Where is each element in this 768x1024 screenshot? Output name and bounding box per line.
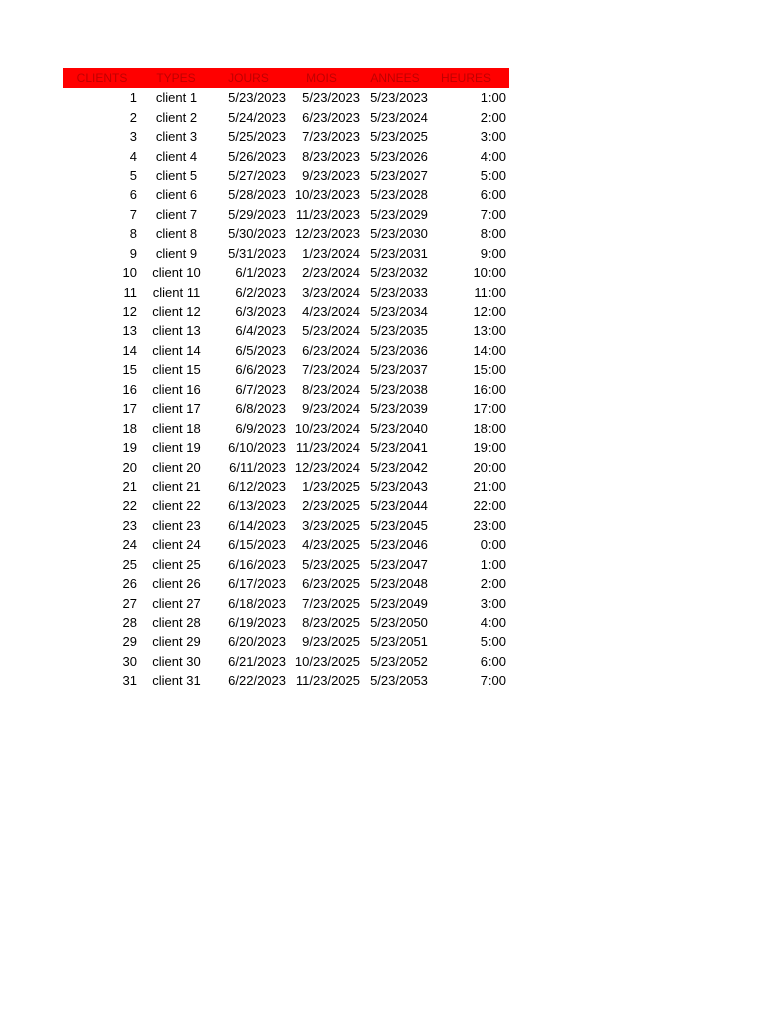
table-row bbox=[63, 185, 509, 204]
mois-cell: 2/23/2024 bbox=[302, 265, 360, 281]
client-type-cell: client 3 bbox=[155, 129, 198, 145]
jours-cell: 5/29/2023 bbox=[228, 206, 286, 222]
client-type-cell: client 12 bbox=[152, 304, 201, 320]
client-type-cell: client 4 bbox=[155, 148, 198, 164]
heures-cell: 14:00 bbox=[473, 342, 506, 358]
header-annees: ANNEES bbox=[370, 71, 420, 85]
heures-cell: 5:00 bbox=[480, 634, 506, 650]
heures-cell: 10:00 bbox=[473, 265, 506, 281]
header-clients: CLIENTS bbox=[76, 71, 128, 85]
table-row bbox=[63, 263, 509, 282]
mois-cell: 11/23/2024 bbox=[295, 440, 360, 456]
annees-cell: 5/23/2028 bbox=[370, 187, 428, 203]
heures-cell: 7:00 bbox=[480, 206, 506, 222]
heures-cell: 1:00 bbox=[480, 556, 506, 572]
jours-cell: 5/25/2023 bbox=[228, 129, 286, 145]
heures-cell: 13:00 bbox=[473, 323, 506, 339]
jours-cell: 6/8/2023 bbox=[235, 401, 286, 417]
annees-cell: 5/23/2034 bbox=[370, 304, 428, 320]
mois-cell: 3/23/2024 bbox=[302, 284, 360, 300]
mois-cell: 7/23/2024 bbox=[302, 362, 360, 378]
client-number-cell: 17 bbox=[122, 401, 137, 417]
jours-cell: 5/24/2023 bbox=[228, 109, 286, 125]
annees-cell: 5/23/2037 bbox=[370, 362, 428, 378]
jours-cell: 6/6/2023 bbox=[235, 362, 286, 378]
jours-cell: 6/5/2023 bbox=[235, 342, 286, 358]
jours-cell: 6/20/2023 bbox=[228, 634, 286, 650]
heures-cell: 4:00 bbox=[480, 148, 506, 164]
header-mois: MOIS bbox=[306, 71, 337, 85]
jours-cell: 6/10/2023 bbox=[228, 440, 286, 456]
client-number-cell: 2 bbox=[129, 109, 137, 125]
client-type-cell: client 31 bbox=[152, 673, 201, 689]
heures-cell: 6:00 bbox=[480, 653, 506, 669]
annees-cell: 5/23/2026 bbox=[370, 148, 428, 164]
header-jours: JOURS bbox=[228, 71, 269, 85]
jours-cell: 6/11/2023 bbox=[229, 459, 286, 475]
client-type-cell: client 29 bbox=[152, 634, 201, 650]
client-type-cell: client 17 bbox=[152, 401, 201, 417]
annees-cell: 5/23/2041 bbox=[370, 440, 428, 456]
heures-cell: 23:00 bbox=[473, 517, 506, 533]
client-number-cell: 29 bbox=[122, 634, 137, 650]
mois-cell: 10/23/2025 bbox=[294, 653, 360, 669]
client-number-cell: 21 bbox=[122, 478, 137, 494]
jours-cell: 6/13/2023 bbox=[228, 498, 286, 514]
jours-cell: 5/31/2023 bbox=[228, 245, 286, 261]
client-number-cell: 15 bbox=[122, 362, 137, 378]
annees-cell: 5/23/2045 bbox=[370, 517, 428, 533]
annees-cell: 5/23/2047 bbox=[370, 556, 428, 572]
heures-cell: 6:00 bbox=[480, 187, 506, 203]
table-row bbox=[63, 652, 509, 671]
client-number-cell: 7 bbox=[129, 206, 137, 222]
annees-cell: 5/23/2053 bbox=[370, 673, 428, 689]
jours-cell: 6/18/2023 bbox=[228, 595, 286, 611]
client-type-cell: client 8 bbox=[155, 226, 198, 242]
client-number-cell: 9 bbox=[129, 245, 137, 261]
jours-cell: 6/21/2023 bbox=[228, 653, 286, 669]
table-row bbox=[63, 244, 509, 263]
table-row bbox=[63, 399, 509, 418]
client-type-cell: client 28 bbox=[152, 615, 201, 631]
mois-cell: 1/23/2024 bbox=[302, 245, 360, 261]
heures-cell: 8:00 bbox=[480, 226, 506, 242]
client-number-cell: 10 bbox=[122, 265, 137, 281]
jours-cell: 6/15/2023 bbox=[228, 537, 286, 553]
heures-cell: 9:00 bbox=[480, 245, 506, 261]
table-row bbox=[63, 555, 509, 574]
client-type-cell: client 6 bbox=[155, 187, 198, 203]
client-number-cell: 5 bbox=[129, 167, 137, 183]
heures-cell: 12:00 bbox=[473, 304, 506, 320]
mois-cell: 7/23/2023 bbox=[302, 129, 360, 145]
mois-cell: 12/23/2024 bbox=[294, 459, 360, 475]
table-row bbox=[63, 593, 509, 612]
table-row bbox=[63, 107, 509, 126]
table-row bbox=[63, 438, 509, 457]
mois-cell: 6/23/2024 bbox=[302, 342, 360, 358]
header-types: TYPES bbox=[156, 71, 196, 85]
jours-cell: 6/2/2023 bbox=[235, 284, 286, 300]
table-row bbox=[63, 341, 509, 360]
client-type-cell: client 13 bbox=[152, 323, 201, 339]
annees-cell: 5/23/2031 bbox=[370, 245, 428, 261]
mois-cell: 11/23/2025 bbox=[295, 673, 360, 689]
table-row bbox=[63, 380, 509, 399]
annees-cell: 5/23/2033 bbox=[370, 284, 428, 300]
annees-cell: 5/23/2029 bbox=[370, 206, 428, 222]
client-number-cell: 23 bbox=[122, 517, 137, 533]
client-type-cell: client 5 bbox=[155, 167, 198, 183]
heures-cell: 2:00 bbox=[480, 109, 506, 125]
mois-cell: 8/23/2023 bbox=[302, 148, 360, 164]
client-type-cell: client 22 bbox=[152, 498, 201, 514]
annees-cell: 5/23/2035 bbox=[370, 323, 428, 339]
client-number-cell: 20 bbox=[122, 459, 137, 475]
annees-cell: 5/23/2023 bbox=[370, 90, 428, 106]
heures-cell: 2:00 bbox=[480, 576, 506, 592]
client-type-cell: client 30 bbox=[152, 653, 201, 669]
heures-cell: 15:00 bbox=[473, 362, 506, 378]
client-number-cell: 13 bbox=[122, 323, 137, 339]
heures-cell: 21:00 bbox=[473, 478, 506, 494]
annees-cell: 5/23/2039 bbox=[370, 401, 428, 417]
mois-cell: 5/23/2023 bbox=[302, 90, 360, 106]
mois-cell: 9/23/2023 bbox=[302, 167, 360, 183]
mois-cell: 11/23/2023 bbox=[295, 206, 360, 222]
table-row bbox=[63, 224, 509, 243]
mois-cell: 4/23/2025 bbox=[302, 537, 360, 553]
table-row bbox=[63, 671, 509, 690]
heures-cell: 7:00 bbox=[480, 673, 506, 689]
mois-cell: 1/23/2025 bbox=[302, 478, 360, 494]
mois-cell: 3/23/2025 bbox=[302, 517, 360, 533]
client-number-cell: 28 bbox=[122, 615, 137, 631]
heures-cell: 18:00 bbox=[473, 420, 506, 436]
jours-cell: 6/1/2023 bbox=[235, 265, 286, 281]
mois-cell: 8/23/2025 bbox=[302, 615, 360, 631]
jours-cell: 5/26/2023 bbox=[228, 148, 286, 164]
annees-cell: 5/23/2046 bbox=[370, 537, 428, 553]
client-number-cell: 11 bbox=[123, 284, 137, 300]
annees-cell: 5/23/2024 bbox=[370, 109, 428, 125]
heures-cell: 0:00 bbox=[480, 537, 506, 553]
mois-cell: 2/23/2025 bbox=[302, 498, 360, 514]
jours-cell: 6/19/2023 bbox=[228, 615, 286, 631]
client-type-cell: client 27 bbox=[152, 595, 201, 611]
client-type-cell: client 1 bbox=[155, 90, 198, 106]
table-row bbox=[63, 166, 509, 185]
annees-cell: 5/23/2048 bbox=[370, 576, 428, 592]
header-heures: HEURES bbox=[440, 71, 491, 85]
client-number-cell: 4 bbox=[129, 148, 137, 164]
table-row bbox=[63, 535, 509, 554]
jours-cell: 6/14/2023 bbox=[228, 517, 286, 533]
annees-cell: 5/23/2027 bbox=[370, 167, 428, 183]
mois-cell: 6/23/2025 bbox=[302, 576, 360, 592]
client-type-cell: client 23 bbox=[152, 517, 201, 533]
client-number-cell: 12 bbox=[122, 304, 137, 320]
heures-cell: 17:00 bbox=[473, 401, 506, 417]
mois-cell: 4/23/2024 bbox=[302, 304, 360, 320]
annees-cell: 5/23/2038 bbox=[370, 381, 428, 397]
annees-cell: 5/23/2043 bbox=[370, 478, 428, 494]
annees-cell: 5/23/2051 bbox=[370, 634, 428, 650]
jours-cell: 6/22/2023 bbox=[228, 673, 286, 689]
table-row bbox=[63, 146, 509, 165]
table-row bbox=[63, 282, 509, 301]
client-number-cell: 27 bbox=[122, 595, 137, 611]
client-type-cell: client 20 bbox=[152, 459, 201, 475]
annees-cell: 5/23/2042 bbox=[370, 459, 428, 475]
client-type-cell: client 16 bbox=[152, 381, 201, 397]
client-type-cell: client 18 bbox=[152, 420, 201, 436]
mois-cell: 5/23/2024 bbox=[302, 323, 360, 339]
mois-cell: 10/23/2023 bbox=[294, 187, 360, 203]
jours-cell: 6/7/2023 bbox=[235, 381, 286, 397]
client-type-cell: client 21 bbox=[152, 478, 201, 494]
jours-cell: 6/4/2023 bbox=[235, 323, 286, 339]
table-row bbox=[63, 418, 509, 437]
client-type-cell: client 19 bbox=[152, 440, 201, 456]
client-type-cell: client 9 bbox=[155, 245, 198, 261]
client-number-cell: 19 bbox=[122, 440, 137, 456]
table-row bbox=[63, 574, 509, 593]
table-row bbox=[63, 88, 509, 107]
table-row bbox=[63, 457, 509, 476]
annees-cell: 5/23/2040 bbox=[370, 420, 428, 436]
table-row bbox=[63, 516, 509, 535]
annees-cell: 5/23/2050 bbox=[370, 615, 428, 631]
heures-cell: 3:00 bbox=[480, 595, 506, 611]
annees-cell: 5/23/2030 bbox=[370, 226, 428, 242]
client-number-cell: 26 bbox=[122, 576, 137, 592]
heures-cell: 16:00 bbox=[473, 381, 506, 397]
heures-cell: 4:00 bbox=[480, 615, 506, 631]
mois-cell: 12/23/2023 bbox=[294, 226, 360, 242]
client-number-cell: 22 bbox=[122, 498, 137, 514]
heures-cell: 19:00 bbox=[473, 440, 506, 456]
table-row bbox=[63, 321, 509, 340]
jours-cell: 6/9/2023 bbox=[235, 420, 286, 436]
annees-cell: 5/23/2052 bbox=[370, 653, 428, 669]
jours-cell: 6/3/2023 bbox=[235, 304, 286, 320]
table-header bbox=[63, 68, 509, 88]
table-row bbox=[63, 632, 509, 651]
client-number-cell: 31 bbox=[122, 673, 137, 689]
heures-cell: 11:00 bbox=[474, 284, 506, 300]
client-number-cell: 25 bbox=[122, 556, 137, 572]
client-number-cell: 3 bbox=[129, 129, 137, 145]
jours-cell: 5/30/2023 bbox=[228, 226, 286, 242]
heures-cell: 22:00 bbox=[473, 498, 506, 514]
client-type-cell: client 11 bbox=[152, 284, 201, 300]
client-number-cell: 8 bbox=[129, 226, 137, 242]
spreadsheet-table bbox=[63, 68, 509, 691]
annees-cell: 5/23/2025 bbox=[370, 129, 428, 145]
client-type-cell: client 10 bbox=[152, 265, 201, 281]
table-row bbox=[63, 205, 509, 224]
jours-cell: 6/12/2023 bbox=[228, 478, 286, 494]
table-row bbox=[63, 127, 509, 146]
heures-cell: 5:00 bbox=[480, 167, 506, 183]
annees-cell: 5/23/2036 bbox=[370, 342, 428, 358]
client-type-cell: client 26 bbox=[152, 576, 201, 592]
table-row bbox=[63, 302, 509, 321]
client-number-cell: 6 bbox=[129, 187, 137, 203]
client-number-cell: 16 bbox=[122, 381, 137, 397]
jours-cell: 6/16/2023 bbox=[228, 556, 286, 572]
client-type-cell: client 24 bbox=[152, 537, 201, 553]
jours-cell: 5/28/2023 bbox=[228, 187, 286, 203]
heures-cell: 20:00 bbox=[473, 459, 506, 475]
table-row bbox=[63, 477, 509, 496]
annees-cell: 5/23/2044 bbox=[370, 498, 428, 514]
mois-cell: 8/23/2024 bbox=[302, 381, 360, 397]
client-type-cell: client 14 bbox=[152, 342, 201, 358]
client-number-cell: 24 bbox=[122, 537, 137, 553]
client-type-cell: client 15 bbox=[152, 362, 201, 378]
client-number-cell: 18 bbox=[122, 420, 137, 436]
jours-cell: 6/17/2023 bbox=[228, 576, 286, 592]
client-number-cell: 30 bbox=[122, 653, 137, 669]
mois-cell: 7/23/2025 bbox=[302, 595, 360, 611]
client-type-cell: client 2 bbox=[155, 109, 198, 125]
table-row bbox=[63, 496, 509, 515]
heures-cell: 1:00 bbox=[480, 90, 506, 106]
heures-cell: 3:00 bbox=[480, 129, 506, 145]
mois-cell: 6/23/2023 bbox=[302, 109, 360, 125]
mois-cell: 9/23/2025 bbox=[302, 634, 360, 650]
table-row bbox=[63, 613, 509, 632]
client-number-cell: 14 bbox=[122, 342, 137, 358]
annees-cell: 5/23/2032 bbox=[370, 265, 428, 281]
client-type-cell: client 7 bbox=[155, 206, 198, 222]
client-number-cell: 1 bbox=[129, 90, 137, 106]
table-body bbox=[63, 88, 509, 691]
mois-cell: 5/23/2025 bbox=[302, 556, 360, 572]
jours-cell: 5/23/2023 bbox=[228, 90, 286, 106]
jours-cell: 5/27/2023 bbox=[228, 167, 286, 183]
table-row bbox=[63, 360, 509, 379]
mois-cell: 10/23/2024 bbox=[294, 420, 360, 436]
client-type-cell: client 25 bbox=[152, 556, 201, 572]
annees-cell: 5/23/2049 bbox=[370, 595, 428, 611]
mois-cell: 9/23/2024 bbox=[302, 401, 360, 417]
